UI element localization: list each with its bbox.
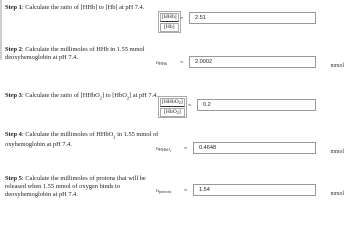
step-4-equals: = <box>184 146 188 152</box>
step-4-prompt: Step 4: Calculate the millimoles of HHbO$_2$ in 1.55 mmol of oxyhemoglobin at pH 7.4. <box>5 131 159 149</box>
step-3-equals: = <box>188 103 192 109</box>
step-3-fraction-denominator: [HbO$_2$] <box>160 108 185 117</box>
step-2-answer-field[interactable]: 2.0002 <box>189 56 316 68</box>
step-5-equals: = <box>184 188 188 194</box>
step-1-answer-field[interactable]: 2.51 <box>189 12 316 24</box>
step-4-answer-field[interactable]: 0.4648 <box>193 142 316 154</box>
step-4-text-line2: oxyhemoglobin at pH 7.4. <box>5 141 72 149</box>
step-5-answer-field[interactable]: 1.54 <box>193 184 316 196</box>
step-3-fraction-numerator: [HHbO$_2$] <box>162 98 183 105</box>
step-5-lhs: $n_{protons}$ <box>156 188 172 194</box>
step-5-text-line3: deoxyhemoglobin at pH 7.4. <box>5 191 78 198</box>
step-1-fraction-numerator: [HHb] <box>162 13 177 20</box>
step-4-lhs: $n_{HHbO_2}$ <box>156 146 172 152</box>
step-2-text-line1: : Calculate the millimoles of HHb in 1.55 mmol <box>21 46 145 53</box>
step-5-text-line1: : Calculate the millimoles of protons that will be <box>21 175 146 182</box>
step-2-text-line2: deoxyhemoglobin at pH 7.4. <box>5 54 78 61</box>
step-2-unit: mmol <box>330 63 344 69</box>
step-5-unit: mmol <box>330 191 344 197</box>
step-4-label: Step 4 <box>5 131 22 138</box>
step-1-prompt <box>5 4 144 12</box>
step-2-equals: = <box>180 60 184 66</box>
step-2-prompt <box>5 46 145 62</box>
step-4-unit: mmol <box>330 149 344 155</box>
step-2-label: Step 2 <box>5 46 22 53</box>
step-5-text-line2: released when 1.55 mmol of oxygen binds to <box>5 183 121 190</box>
step-1-text: : Calculate the ratio of [HHb] to [Hb] at pH 7.4. <box>21 4 145 11</box>
step-1-label: Step 1 <box>5 4 22 11</box>
step-2-lhs: $n_{HHb}$ <box>156 60 167 66</box>
step-3-answer-field[interactable]: 0.2 <box>197 99 316 111</box>
step-1-ratio-fraction <box>158 11 184 33</box>
step-3-ratio-fraction <box>158 96 187 118</box>
step-5-prompt <box>5 175 146 199</box>
step-3-prompt: Step 3: Calculate the ratio of [HHbO$_2$] to [HbO$_2$] at pH 7.4. <box>5 92 158 101</box>
step-1-fraction-denominator: [Hb] <box>160 23 179 32</box>
step-1-equals: = <box>180 16 184 22</box>
step-5-label: Step 5 <box>5 175 22 182</box>
left-edge-bar <box>0 0 2 60</box>
step-3-label: Step 3 <box>5 92 22 99</box>
